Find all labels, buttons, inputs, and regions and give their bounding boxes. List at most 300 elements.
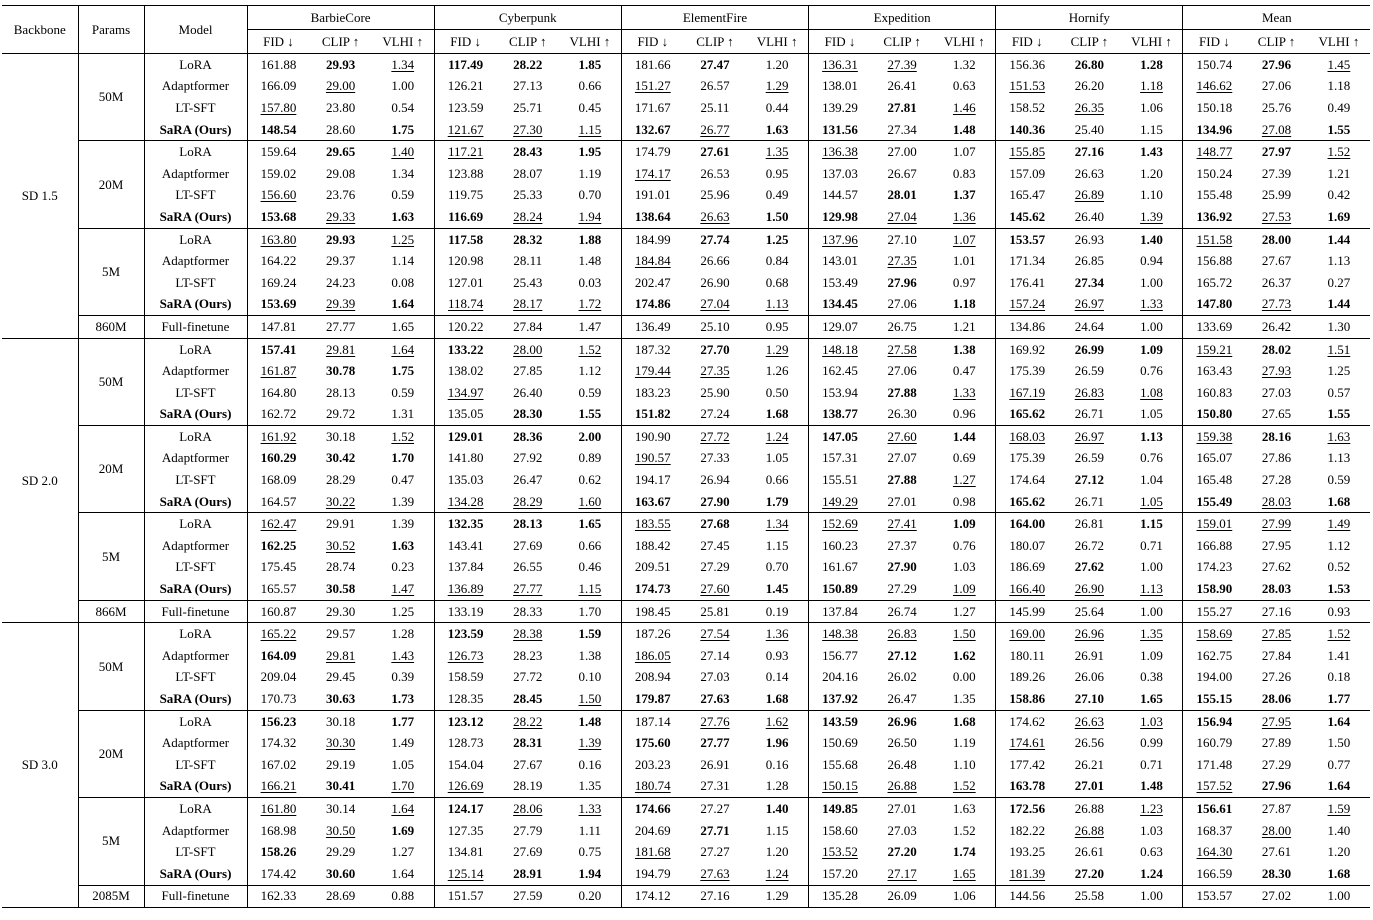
model-cell: LT-SFT (144, 97, 247, 119)
value-cell: 0.52 (1327, 559, 1351, 575)
value-cell: 1.40 (1121, 228, 1183, 250)
value-cell: 1.29 (746, 885, 808, 908)
value-cell: 28.19 (513, 778, 543, 794)
results-table (2, 5, 1370, 908)
value-cell: 1.33 (559, 798, 621, 820)
value-cell: 30.78 (325, 363, 356, 379)
header-metric: VLHI ↑ (746, 30, 808, 54)
value-cell: 149.85 (809, 798, 871, 820)
value-cell: 27.20 (887, 844, 917, 860)
value-cell: 1.15 (1121, 513, 1183, 535)
value-cell: 162.45 (822, 363, 858, 379)
value-cell: 165.72 (1196, 274, 1233, 290)
header-metric: VLHI ↑ (1121, 30, 1183, 54)
model-cell: LoRA (144, 513, 247, 535)
value-cell: 28.03 (1261, 581, 1292, 597)
value-cell: 177.42 (1009, 756, 1046, 772)
value-cell: 1.24 (1121, 863, 1183, 885)
value-cell: 28.69 (309, 885, 371, 908)
value-cell: 139.29 (822, 99, 858, 115)
value-cell: 27.39 (887, 56, 917, 72)
value-cell: 0.10 (559, 667, 621, 689)
value-cell: 1.49 (1308, 513, 1370, 535)
value-cell: 27.97 (1245, 141, 1307, 163)
params-cell: 866M (78, 600, 144, 623)
value-cell: 28.13 (497, 513, 559, 535)
value-cell: 23.80 (325, 99, 356, 115)
table-row (2, 557, 1370, 579)
value-cell: 1.00 (1121, 600, 1183, 623)
value-cell: 30.42 (325, 450, 356, 466)
table-row (2, 382, 1370, 404)
value-cell: 0.00 (933, 667, 995, 689)
value-cell: 175.39 (1009, 363, 1046, 379)
value-cell: 0.59 (559, 382, 621, 404)
value-cell: 1.09 (1121, 338, 1183, 360)
value-cell: 25.71 (513, 99, 543, 115)
value-cell: 26.20 (1074, 78, 1104, 94)
value-cell: 0.66 (559, 76, 621, 98)
value-cell: 1.63 (933, 798, 995, 820)
value-cell: 0.23 (372, 557, 434, 579)
value-cell: 0.50 (746, 382, 808, 404)
value-cell: 1.27 (933, 469, 995, 491)
header-dataset-mean: Mean (1183, 6, 1370, 30)
value-cell: 180.74 (634, 778, 671, 794)
value-cell: 1.01 (933, 250, 995, 272)
value-cell: 161.87 (260, 363, 297, 379)
value-cell: 150.24 (1196, 165, 1233, 181)
value-cell: 27.53 (1261, 208, 1292, 224)
value-cell: 1.33 (1121, 294, 1183, 316)
value-cell: 151.53 (1009, 78, 1046, 94)
header-metric: VLHI ↑ (1308, 30, 1370, 54)
value-cell: 27.04 (887, 208, 917, 224)
value-cell: 1.43 (1121, 141, 1183, 163)
value-cell: 1.52 (933, 820, 995, 842)
value-cell: 1.09 (1121, 645, 1183, 667)
header-dataset-expedition: Expedition (809, 6, 996, 30)
model-cell: LT-SFT (144, 185, 247, 207)
table-row (2, 885, 1370, 908)
header-dataset-barbiecore: BarbieCore (247, 6, 434, 30)
value-cell: 27.87 (1245, 798, 1307, 820)
value-cell: 1.44 (1327, 296, 1351, 312)
value-cell: 27.27 (684, 798, 746, 820)
value-cell: 24.64 (1058, 316, 1120, 339)
value-cell: 1.13 (746, 294, 808, 316)
value-cell: 30.22 (325, 493, 356, 509)
value-cell: 1.77 (372, 710, 434, 732)
value-cell: 1.30 (1308, 316, 1370, 339)
value-cell: 1.15 (746, 820, 808, 842)
value-cell: 26.56 (1074, 735, 1104, 751)
value-cell: 158.69 (1183, 623, 1245, 645)
value-cell: 27.61 (684, 141, 746, 163)
value-cell: 171.67 (634, 99, 671, 115)
value-cell: 194.17 (634, 472, 671, 488)
value-cell: 27.96 (1261, 56, 1292, 72)
value-cell: 137.92 (822, 691, 858, 707)
value-cell: 1.36 (933, 206, 995, 228)
value-cell: 28.03 (1261, 493, 1292, 509)
header-metric: CLIP ↑ (1245, 30, 1307, 54)
header-metric: FID ↓ (434, 30, 496, 54)
table-row (2, 338, 1370, 360)
value-cell: 27.59 (497, 885, 559, 908)
value-cell: 1.55 (1327, 121, 1351, 137)
value-cell: 27.29 (887, 581, 917, 597)
value-cell: 123.59 (434, 623, 496, 645)
value-cell: 26.66 (700, 253, 730, 269)
params-cell: 5M (78, 228, 144, 315)
value-cell: 157.31 (822, 450, 858, 466)
value-cell: 168.09 (260, 472, 297, 488)
value-cell: 28.00 (1245, 228, 1307, 250)
value-cell: 27.89 (1261, 735, 1292, 751)
value-cell: 191.01 (634, 187, 671, 203)
model-cell: LoRA (144, 228, 247, 250)
value-cell: 186.05 (634, 647, 671, 663)
value-cell: 1.45 (1327, 56, 1351, 72)
value-cell: 1.23 (1121, 798, 1183, 820)
value-cell: 0.63 (1121, 841, 1183, 863)
value-cell: 1.28 (372, 623, 434, 645)
model-cell: SaRA (Ours) (144, 206, 247, 228)
value-cell: 202.47 (634, 274, 671, 290)
value-cell: 0.47 (372, 469, 434, 491)
value-cell: 27.62 (1074, 559, 1104, 575)
value-cell: 27.12 (887, 647, 917, 663)
value-cell: 1.50 (1327, 735, 1351, 751)
value-cell: 1.49 (372, 732, 434, 754)
value-cell: 1.52 (1308, 141, 1370, 163)
value-cell: 158.60 (822, 822, 858, 838)
value-cell: 159.21 (1183, 338, 1245, 360)
table-row (2, 272, 1370, 294)
value-cell: 1.15 (746, 535, 808, 557)
value-cell: 0.27 (1327, 274, 1351, 290)
value-cell: 27.20 (1074, 865, 1104, 881)
value-cell: 174.86 (634, 296, 671, 312)
value-cell: 27.63 (700, 691, 730, 707)
value-cell: 30.60 (325, 865, 356, 881)
value-cell: 144.57 (822, 187, 858, 203)
value-cell: 28.38 (497, 623, 559, 645)
value-cell: 30.52 (325, 537, 356, 553)
value-cell: 170.73 (260, 691, 297, 707)
header-dataset-hornify: Hornify (996, 6, 1183, 30)
value-cell: 137.96 (809, 228, 871, 250)
value-cell: 27.37 (887, 537, 917, 553)
value-cell: 27.47 (700, 56, 730, 72)
value-cell: 0.59 (372, 382, 434, 404)
value-cell: 26.09 (871, 885, 933, 908)
value-cell: 1.00 (372, 76, 434, 98)
value-cell: 30.50 (325, 822, 356, 838)
params-cell: 20M (78, 426, 144, 513)
value-cell: 0.96 (933, 404, 995, 426)
value-cell: 26.63 (1058, 710, 1120, 732)
header-metric: VLHI ↑ (933, 30, 995, 54)
header-params: Params (78, 6, 144, 54)
value-cell: 153.68 (260, 208, 297, 224)
value-cell: 1.55 (1327, 406, 1351, 422)
value-cell: 30.41 (325, 778, 356, 794)
value-cell: 1.29 (746, 338, 808, 360)
table-row (2, 776, 1370, 798)
value-cell: 165.07 (1196, 450, 1233, 466)
table-row (2, 426, 1370, 448)
header-metric: CLIP ↑ (309, 30, 371, 54)
value-cell: 1.53 (1327, 581, 1351, 597)
value-cell: 174.61 (1009, 735, 1046, 751)
header-backbone: Backbone (2, 6, 78, 54)
value-cell: 174.66 (621, 798, 683, 820)
model-cell: SaRA (Ours) (144, 119, 247, 141)
value-cell: 26.88 (887, 778, 917, 794)
value-cell: 157.41 (247, 338, 309, 360)
value-cell: 24.23 (325, 274, 356, 290)
value-cell: 135.03 (447, 472, 484, 488)
value-cell: 1.64 (372, 338, 434, 360)
value-cell: 28.06 (497, 798, 559, 820)
value-cell: 26.59 (1074, 450, 1104, 466)
params-cell: 50M (78, 623, 144, 710)
value-cell: 27.72 (684, 426, 746, 448)
value-cell: 28.01 (887, 187, 917, 203)
value-cell: 126.69 (447, 778, 484, 794)
model-cell: Full-finetune (144, 316, 247, 339)
value-cell: 126.21 (447, 78, 484, 94)
value-cell: 165.22 (247, 623, 309, 645)
value-cell: 27.24 (700, 406, 730, 422)
value-cell: 1.45 (746, 578, 808, 600)
value-cell: 29.93 (325, 56, 356, 72)
value-cell: 153.57 (996, 228, 1058, 250)
value-cell: 1.15 (559, 578, 621, 600)
value-cell: 1.35 (746, 141, 808, 163)
value-cell: 27.54 (684, 623, 746, 645)
value-cell: 25.11 (700, 99, 730, 115)
value-cell: 161.92 (247, 426, 309, 448)
value-cell: 123.59 (447, 99, 484, 115)
value-cell: 1.14 (372, 250, 434, 272)
value-cell: 1.25 (746, 228, 808, 250)
value-cell: 26.74 (871, 600, 933, 623)
value-cell: 27.88 (887, 472, 917, 488)
value-cell: 29.29 (325, 844, 356, 860)
value-cell: 26.21 (1074, 756, 1104, 772)
value-cell: 150.18 (1196, 99, 1233, 115)
value-cell: 156.60 (260, 187, 297, 203)
value-cell: 26.53 (700, 165, 730, 181)
value-cell: 1.05 (1121, 404, 1183, 426)
value-cell: 0.16 (559, 754, 621, 776)
value-cell: 154.04 (447, 756, 484, 772)
value-cell: 27.76 (684, 710, 746, 732)
value-cell: 180.11 (1009, 647, 1045, 663)
value-cell: 27.30 (513, 121, 543, 137)
value-cell: 168.03 (996, 426, 1058, 448)
value-cell: 25.64 (1058, 600, 1120, 623)
value-cell: 162.25 (260, 537, 297, 553)
value-cell: 27.95 (1245, 710, 1307, 732)
value-cell: 160.29 (260, 450, 297, 466)
value-cell: 0.84 (746, 250, 808, 272)
value-cell: 26.88 (1074, 822, 1104, 838)
header-metric: CLIP ↑ (684, 30, 746, 54)
params-cell: 860M (78, 316, 144, 339)
value-cell: 1.75 (372, 119, 434, 141)
value-cell: 189.26 (1009, 669, 1046, 685)
value-cell: 1.65 (933, 863, 995, 885)
value-cell: 181.66 (634, 56, 671, 72)
value-cell: 161.80 (247, 798, 309, 820)
value-cell: 28.30 (513, 406, 543, 422)
value-cell: 28.22 (497, 710, 559, 732)
value-cell: 27.70 (684, 338, 746, 360)
value-cell: 29.93 (309, 228, 371, 250)
table-row (2, 820, 1370, 842)
value-cell: 1.20 (1121, 163, 1183, 185)
value-cell: 155.51 (822, 472, 858, 488)
value-cell: 27.71 (700, 822, 730, 838)
value-cell: 1.18 (1121, 76, 1183, 98)
value-cell: 128.73 (447, 735, 484, 751)
value-cell: 26.99 (1058, 338, 1120, 360)
value-cell: 123.12 (434, 710, 496, 732)
value-cell: 155.68 (822, 756, 858, 772)
value-cell: 0.76 (1121, 448, 1183, 470)
value-cell: 160.23 (822, 537, 858, 553)
value-cell: 1.59 (1308, 798, 1370, 820)
value-cell: 29.91 (309, 513, 371, 535)
backbone-cell: SD 2.0 (2, 338, 78, 623)
value-cell: 1.79 (746, 491, 808, 513)
params-cell: 5M (78, 513, 144, 600)
value-cell: 138.01 (822, 78, 858, 94)
value-cell: 26.91 (700, 756, 730, 772)
value-cell: 27.68 (684, 513, 746, 535)
value-cell: 1.13 (1327, 450, 1351, 466)
value-cell: 26.75 (871, 316, 933, 339)
value-cell: 183.23 (634, 384, 671, 400)
value-cell: 26.40 (1074, 208, 1104, 224)
value-cell: 28.23 (513, 647, 543, 663)
model-cell: Adaptformer (144, 76, 247, 98)
table-row (2, 513, 1370, 535)
value-cell: 1.48 (1121, 776, 1183, 798)
value-cell: 27.08 (1261, 121, 1292, 137)
value-cell: 161.67 (822, 559, 858, 575)
value-cell: 163.80 (247, 228, 309, 250)
value-cell: 1.10 (933, 754, 995, 776)
value-cell: 27.41 (871, 513, 933, 535)
value-cell: 27.06 (887, 363, 917, 379)
value-cell: 155.48 (1196, 187, 1233, 203)
value-cell: 0.54 (372, 97, 434, 119)
value-cell: 28.30 (1261, 865, 1292, 881)
value-cell: 136.31 (822, 56, 858, 72)
value-cell: 27.16 (1058, 141, 1120, 163)
value-cell: 118.74 (447, 296, 484, 312)
value-cell: 27.60 (700, 581, 730, 597)
value-cell: 1.27 (933, 600, 995, 623)
value-cell: 27.96 (887, 274, 917, 290)
backbone-cell: SD 3.0 (2, 623, 78, 908)
value-cell: 132.35 (434, 513, 496, 535)
value-cell: 26.72 (1074, 537, 1104, 553)
value-cell: 1.34 (746, 513, 808, 535)
params-cell: 50M (78, 54, 144, 141)
value-cell: 1.19 (933, 732, 995, 754)
value-cell: 1.63 (372, 206, 434, 228)
value-cell: 1.51 (1308, 338, 1370, 360)
value-cell: 26.35 (1074, 99, 1104, 115)
value-cell: 162.33 (247, 885, 309, 908)
value-cell: 0.66 (559, 535, 621, 557)
value-cell: 134.45 (822, 296, 858, 312)
model-cell: LoRA (144, 54, 247, 76)
value-cell: 171.48 (1196, 756, 1233, 772)
value-cell: 28.06 (1261, 691, 1292, 707)
value-cell: 135.28 (809, 885, 871, 908)
value-cell: 27.34 (1074, 274, 1104, 290)
model-cell: SaRA (Ours) (144, 578, 247, 600)
value-cell: 0.42 (1327, 187, 1351, 203)
value-cell: 155.27 (1183, 600, 1245, 623)
params-cell: 5M (78, 798, 144, 885)
value-cell: 0.70 (559, 185, 621, 207)
value-cell: 25.81 (684, 600, 746, 623)
value-cell: 1.03 (933, 557, 995, 579)
value-cell: 0.45 (559, 97, 621, 119)
value-cell: 26.85 (1074, 253, 1104, 269)
value-cell: 182.22 (1009, 822, 1046, 838)
value-cell: 27.14 (700, 647, 730, 663)
model-cell: SaRA (Ours) (144, 491, 247, 513)
value-cell: 27.79 (513, 822, 543, 838)
model-cell: Adaptformer (144, 163, 247, 185)
value-cell: 148.77 (1183, 141, 1245, 163)
value-cell: 143.01 (822, 253, 858, 269)
value-cell: 27.92 (513, 450, 543, 466)
value-cell: 29.65 (309, 141, 371, 163)
value-cell: 1.77 (1327, 691, 1351, 707)
value-cell: 27.63 (700, 865, 730, 881)
value-cell: 134.28 (447, 493, 484, 509)
value-cell: 157.80 (260, 99, 297, 115)
value-cell: 174.32 (260, 735, 297, 751)
value-cell: 1.59 (559, 623, 621, 645)
value-cell: 27.12 (1074, 472, 1104, 488)
value-cell: 26.42 (1245, 316, 1307, 339)
value-cell: 145.62 (1009, 208, 1046, 224)
value-cell: 133.22 (434, 338, 496, 360)
value-cell: 162.75 (1196, 647, 1233, 663)
value-cell: 27.69 (513, 844, 543, 860)
value-cell: 0.59 (372, 185, 434, 207)
value-cell: 0.68 (746, 272, 808, 294)
value-cell: 1.52 (559, 338, 621, 360)
value-cell: 0.20 (559, 885, 621, 908)
value-cell: 136.38 (809, 141, 871, 163)
value-cell: 162.72 (260, 406, 297, 422)
value-cell: 133.69 (1183, 316, 1245, 339)
value-cell: 0.49 (746, 185, 808, 207)
value-cell: 155.49 (1196, 493, 1233, 509)
